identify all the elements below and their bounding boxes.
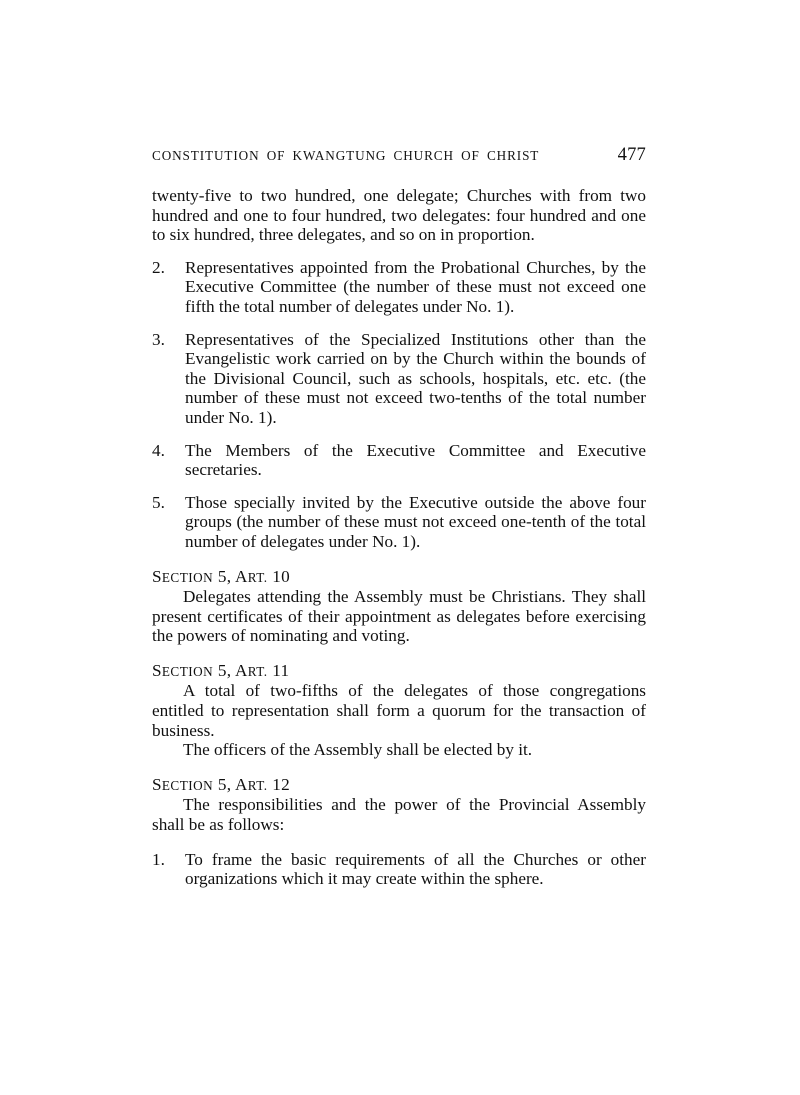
spacer [152,646,646,661]
art-word-rest: RT. [247,569,268,585]
list-item-marker: 4. [152,440,165,460]
page-number: 477 [617,145,646,165]
art-word-cap: A [234,566,248,586]
list-item [152,441,646,480]
spacer [152,245,646,258]
list-item [152,850,646,889]
list-item-text: Representatives of the Specialized Institutions other than the Evangelistic work carried on by the Church within the bounds of the Divisional Council, such as schools, hospitals, etc. etc. (the number of these must not exceed two-tenths of the total number under No. 1). [185,329,646,427]
article-number: 11 [272,660,290,680]
numbered-list-delegate-categories [152,258,646,552]
list-item-text: Representatives appointed from the Probational Churches, by the Executive Committee (the number of these must not exceed one fifth the total number of delegates under No. 1). [185,257,646,316]
list-item-marker: 2. [152,257,165,277]
list-item-text: Those specially invited by the Executive outside the above four groups (the number of these must not exceed one-tenth of the total number of delegates under No. 1). [185,492,646,551]
section-heading-art-11 [152,661,646,682]
list-item-text: To frame the basic requirements of all the Churches or other organizations which it may create within the sphere. [185,849,646,889]
section-number: 5, [217,774,232,794]
section-word-rest: ECTION [161,663,214,679]
list-item-text: The Members of the Executive Committee and Executive secretaries. [185,440,646,480]
section-number: 5, [217,566,232,586]
text-block [152,186,646,889]
section-word [152,661,213,680]
list-item-marker: 1. [152,849,165,869]
section-word-cap: S [152,774,162,794]
continued-paragraph: twenty-five to two hundred, one delegate; Churches with from two hundred and one to four hundred, two delegates: four hundred and one to six hundred, three delegates, and so on in proportion. [152,186,646,245]
section-paragraph: The responsibilities and the power of the Provincial Assembly shall be as follows: [152,795,646,835]
section-word-rest: ECTION [161,777,214,793]
section-paragraph: A total of two-fifths of the delegates of those congregations entitled to representation shall form a quorum for the transaction of business. [152,681,646,740]
art-word [235,775,268,794]
spacer [152,552,646,567]
section-heading-art-12 [152,775,646,796]
section-number: 5, [217,660,232,680]
numbered-list-responsibilities [152,850,646,889]
list-item [152,493,646,552]
section-paragraph: The officers of the Assembly shall be elected by it. [183,740,533,760]
section-word-cap: S [152,660,162,680]
article-number: 10 [272,566,290,586]
running-head-title: CONSTITUTION OF KWANGTUNG CHURCH OF CHRIST [152,148,540,163]
section-paragraph: Delegates attending the Assembly must be Christians. They shall present certificates of their appointment as delegates before exercising the powers of nominating and voting. [152,587,646,646]
section-heading-art-10 [152,567,646,588]
section-word-cap: S [152,566,162,586]
art-word [235,661,268,680]
list-item [152,330,646,428]
art-word-cap: A [234,774,248,794]
list-item-marker: 5. [152,492,165,512]
art-word-rest: RT. [247,777,268,793]
list-item-marker: 3. [152,329,165,349]
spacer [152,835,646,850]
spacer [152,760,646,775]
art-word-cap: A [234,660,248,680]
section-word [152,775,213,794]
section-word-rest: ECTION [161,569,214,585]
article-number: 12 [272,774,290,794]
list-item [152,258,646,317]
art-word [235,567,268,586]
running-head [152,145,646,166]
section-word [152,567,213,586]
art-word-rest: RT. [247,663,268,679]
